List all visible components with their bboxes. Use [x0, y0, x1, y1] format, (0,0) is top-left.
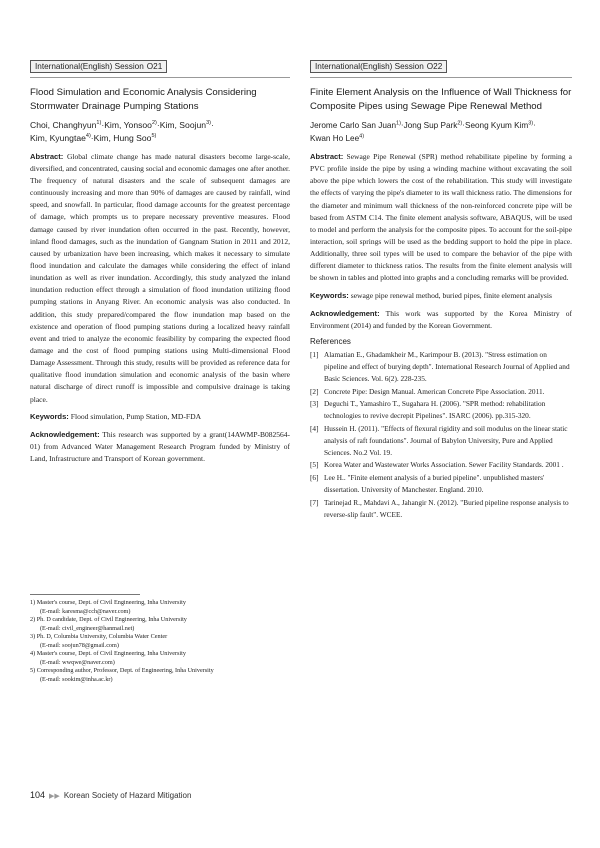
reference-item: [4] Hussein H. (2011). "Effects of flexural rigidity and soil modulus on the linear static analysis of raft foundations". Journal of Babylon University, Pure and Applied Sciences. No.2 Vol. 19.: [310, 424, 568, 457]
author: Kwan Ho Lee$^{4)}$: [310, 132, 365, 143]
journal-name: Korean Society of Hazard Mitigation: [63, 791, 192, 800]
reference-item: [3] Deguchi T., Yamashiro T., Sugahara H. (2006). "SPR method: rehabilitation technologies to revive decrepit Pipelines". ISARC (2006). pp.315-320.: [310, 399, 546, 421]
footnote: 1) Master's course, Dept. of Civil Engineering, Inha University (E-mail: karesma@cch@naver.com): [30, 599, 186, 615]
arrow-icon: ▶▶: [49, 793, 60, 800]
reference-item: [2] Concrete Pipe: Design Manual. American Concrete Pipe Association. 2011.: [310, 386, 545, 396]
author: Choi, Changhyun$^{1)}$: [30, 119, 102, 130]
footnote: 4) Master's course, Dept. of Civil Engineering, Inha University (E-mail: wwqwe@naver.com): [30, 650, 186, 666]
abstract-label: Abstract:: [30, 151, 64, 161]
acknowledgement: [310, 308, 572, 332]
reference-item: [6] Lee H.. "Finite element analysis of a buried pipeline". unpublished masters' dissertation. University of Manchester. England. 2010.: [310, 473, 545, 495]
keywords: [30, 411, 290, 423]
author: Kim, Soojun$^{3)}$: [159, 119, 211, 130]
right-article: [310, 56, 572, 522]
author: Kim, Hung Soo$^{5)}$: [93, 132, 157, 143]
session-tag: [30, 60, 167, 73]
author: Jerome Carlo San Juan$^{1)}$: [310, 119, 401, 130]
abstract: [310, 151, 572, 285]
divider: [310, 77, 572, 78]
author-list: Jerome Carlo San Juan$^{1)}$·Jong Sup Park$^{2)}$·Seong Kyum Kim$^{3)}$· Kwan Ho Lee$^{4)}$: [310, 119, 536, 143]
ack-text: This work was supported by the Korea Ministry of Environment (2014) and funded by the Korean Government.: [310, 308, 572, 331]
article-title: Flood Simulation and Economic Analysis Considering Stormwater Drainage Pumping Stations: [30, 87, 257, 112]
left-article: [30, 56, 290, 470]
article-title: Finite Element Analysis on the Influence of Wall Thickness for Composite Pipes using Sewage Pipe Renewal Method: [310, 87, 572, 112]
reference-item: [7] Tarinejad R., Mahdavi A., Jahangir N. (2012). "Buried pipeline response analysis to reverse-slip fault". WCEE.: [310, 497, 569, 519]
keywords-text: Flood simulation, Pump Station, MD-FDA: [70, 411, 202, 421]
acknowledgement: [30, 429, 290, 466]
footnote: 5) Corresponding author, Professor, Dept. of Engineering, Inha University (E-mail: sookim@inha.ac.kr): [30, 667, 214, 683]
ack-label: Acknowledgement:: [30, 429, 100, 439]
abstract-text: Sewage Pipe Renewal (SPR) method rehabilitate pipeline by forming a PVC profile inside the pipe by using a winding machine without excavating the soil above the pipe which lowers the cost of the rehabilitation. This study will investigate the effects of varying the pipe's diameter to its wall thickness ratio. The dimensions for the diameter and minimum wall thickness of the non-reinforced concrete pipe will be based from ASTM C14. The finite element analysis software, ABAQUS, will be used to model and perform the analysis for the composite pipes. To account for the soil-pipe interaction, soil springs will be used as the bedding support to hold the pipe in place. Additionally, three soil types will be used to compare the behavior of the pipe with different diameter to thickness ratios. The results from the finite element analysis will be shown in tables and plotted into graphs and a concluding remarks will be provided.: [310, 151, 572, 283]
session-tag: [310, 60, 447, 73]
divider: [30, 77, 290, 78]
abstract-label: Abstract:: [310, 151, 344, 161]
keywords: [310, 290, 572, 302]
page-footer: [30, 790, 191, 800]
references-heading: References: [310, 337, 351, 347]
keywords-text: sewage pipe renewal method, buried pipes, finite element analysis: [350, 290, 552, 300]
page-number: 104: [30, 790, 46, 800]
ack-text: This research was supported by a grant(14AWMP-B082564-01) from Advanced Water Management Research Program funded by Ministry of Land, Infrastructure and Transport of Korean government.: [30, 429, 290, 464]
author: Seong Kyum Kim$^{3)}$: [464, 119, 534, 130]
session-label: International(English) Session: [35, 62, 144, 71]
abstract-text: Global climate change has made natural disasters become large-scale, diversified, and concentrated, causing social and economic damages one after another. The frequency of natural disasters and the scale of subsequent damages are continuously increasing and more than 90% of damages are caused by rainfall, wind speed, and snowfall. In particular, flood damage accounts for the greatest percentage of damage, which prompts us to prepare necessary preventive measures. Flood damage caused by river inundation often occurred in the past. Recently, however, inland flood damages, such as the inundation of Gangnam Station in 2011 and 2012, caused by urbanization have been increasing, which makes it necessary to simulate flood inundation and calculate the damages while considering the effect of inland inundation as well as river inundation. Accordingly, this study analyzed the inland inundation reduction effect through a simulation of flood inundation utilizing flood pumping stations in Anyang River. An economic analysis was also conducted. In addition, this study prepared/compared the flow inundation map based on the existence and operation of flood pumping stations during a localized heavy rainfall event and tried to analyze the economic feasibility by comparing the expected flood damage and the cost of flood pumping stations using Multi-dimensional Flood Damage Assessment. Through this study, results will be provided as reference data for qualitative flood inundation simulation and economic analysis of the basin where natural discharge of direct runoff is impossible and compulsive drainage is taking place.: [30, 151, 291, 404]
footnote-divider: [30, 594, 140, 595]
ack-label: Acknowledgement:: [310, 308, 380, 318]
keywords-label: Keywords:: [310, 290, 349, 300]
reference-item: [1] Alamatian E., Ghadamkheir M., Karimpour B. (2013). "Stress estimation on pipeline and effect of burying depth". International Research Journal of Applied and Basic Sciences. Vol. 6(2). 228-235.: [310, 350, 570, 383]
footnotes: [30, 594, 292, 684]
session-number: O22: [426, 62, 443, 71]
author: Kim, Kyungtae$^{4)}$: [30, 132, 91, 143]
session-number: O21: [146, 62, 163, 71]
author-list: Choi, Changhyun$^{1)}$·Kim, Yonsoo$^{2)}$·Kim, Soojun$^{3)}$· Kim, Kyungtae$^{4)}$·Kim, Hung Soo$^{5)}$: [30, 119, 214, 143]
author: Kim, Yonsoo$^{2)}$: [104, 119, 157, 130]
abstract: [30, 151, 290, 406]
footnote: 2) Ph. D candidate, Dept. of Civil Engineering, Inha University (E-mail: civil_engineer@hanmail.net): [30, 616, 187, 632]
reference-item: [5] Korea Water and Wastewater Works Association. Sewer Facility Standards. 2001 .: [310, 460, 564, 470]
footnote: 3) Ph. D, Columbia University, Columbia Water Center (E-mail: soojun78@gmail.com): [30, 633, 168, 649]
reference-list: [310, 349, 572, 520]
author: Jong Sup Park$^{2)}$: [403, 119, 463, 130]
keywords-label: Keywords:: [30, 411, 69, 421]
session-label: International(English) Session: [315, 62, 424, 71]
